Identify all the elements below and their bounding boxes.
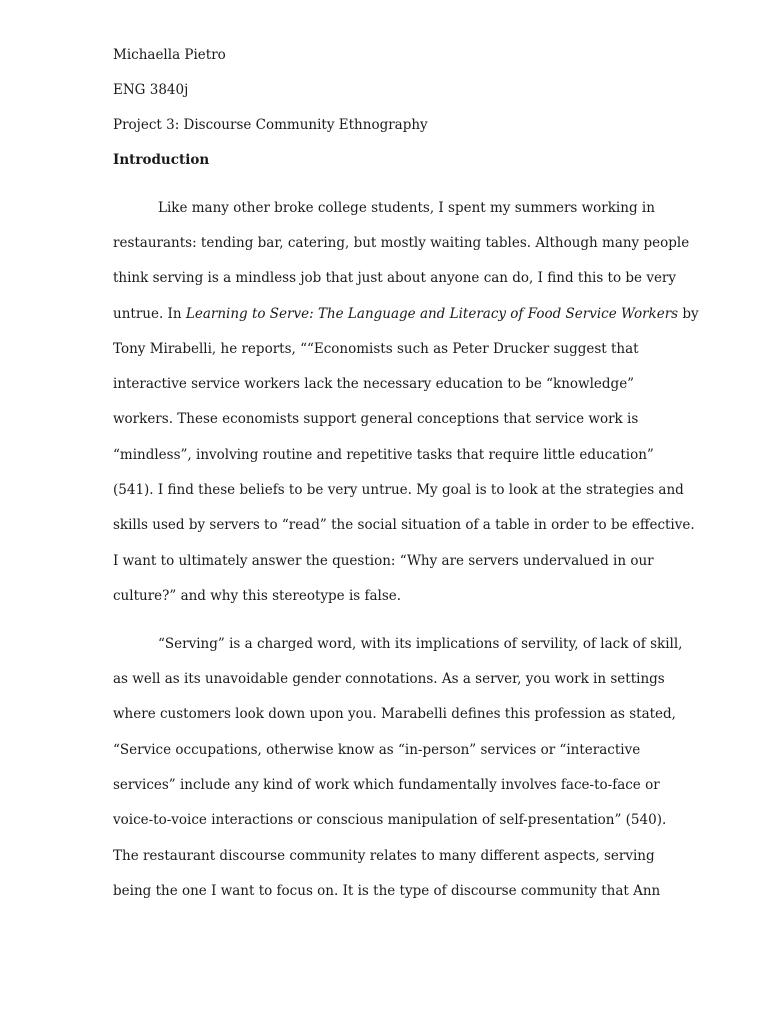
- paragraph-1-line: culture?” and why this stereotype is false.: [113, 588, 402, 604]
- paragraph-2-line: as well as its unavoidable gender connotations. As a server, you work in settings: [113, 671, 665, 687]
- paragraph-1-line: [113, 305, 699, 323]
- paragraph-1-line: “mindless”, involving routine and repetitive tasks that require little education”: [113, 447, 654, 463]
- text-run: by: [678, 306, 699, 322]
- paragraph-1-line: restaurants: tending bar, catering, but mostly waiting tables. Although many people: [113, 235, 690, 251]
- paragraph-2-line: voice-to-voice interactions or conscious manipulation of self-presentation” (540).: [113, 812, 667, 828]
- paragraph-2-line: where customers look down upon you. Marabelli defines this profession as stated,: [113, 706, 676, 722]
- cited-book-title: Learning to Serve: The Language and Literacy of Food Service Workers: [185, 306, 679, 322]
- paragraph-1-line: Tony Mirabelli, he reports, ““Economists such as Peter Drucker suggest that: [113, 341, 639, 357]
- paragraph-1-line: I want to ultimately answer the question: “Why are servers undervalued in our: [113, 553, 654, 569]
- paragraph-1-line: think serving is a mindless job that just about anyone can do, I find this to be very: [113, 270, 677, 286]
- text-run: untrue. In: [113, 306, 186, 322]
- paragraph-2-line: The restaurant discourse community relates to many different aspects, serving: [113, 848, 655, 864]
- course-code: ENG 3840j: [113, 82, 189, 98]
- paragraph-1-line: interactive service workers lack the necessary education to be “knowledge”: [113, 376, 635, 392]
- paragraph-1-line: workers. These economists support general conceptions that service work is: [113, 411, 639, 427]
- author-name: Michaella Pietro: [113, 47, 226, 63]
- paragraph-2-line: “Service occupations, otherwise know as “in-person” services or “interactive: [113, 742, 641, 758]
- paragraph-1-line: Like many other broke college students, I spent my summers working in: [158, 200, 655, 216]
- paragraph-2-line: services” include any kind of work which fundamentally involves face-to-face or: [113, 777, 660, 793]
- section-heading: Introduction: [113, 152, 210, 168]
- project-title: Project 3: Discourse Community Ethnography: [113, 117, 428, 133]
- paragraph-1-line: skills used by servers to “read” the social situation of a table in order to be effective.: [113, 517, 695, 533]
- paragraph-1-line: (541). I find these beliefs to be very untrue. My goal is to look at the strategies and: [113, 482, 684, 498]
- paragraph-2-line: “Serving” is a charged word, with its implications of servility, of lack of skill,: [158, 636, 683, 652]
- paragraph-2-line: being the one I want to focus on. It is the type of discourse community that Ann: [113, 883, 661, 899]
